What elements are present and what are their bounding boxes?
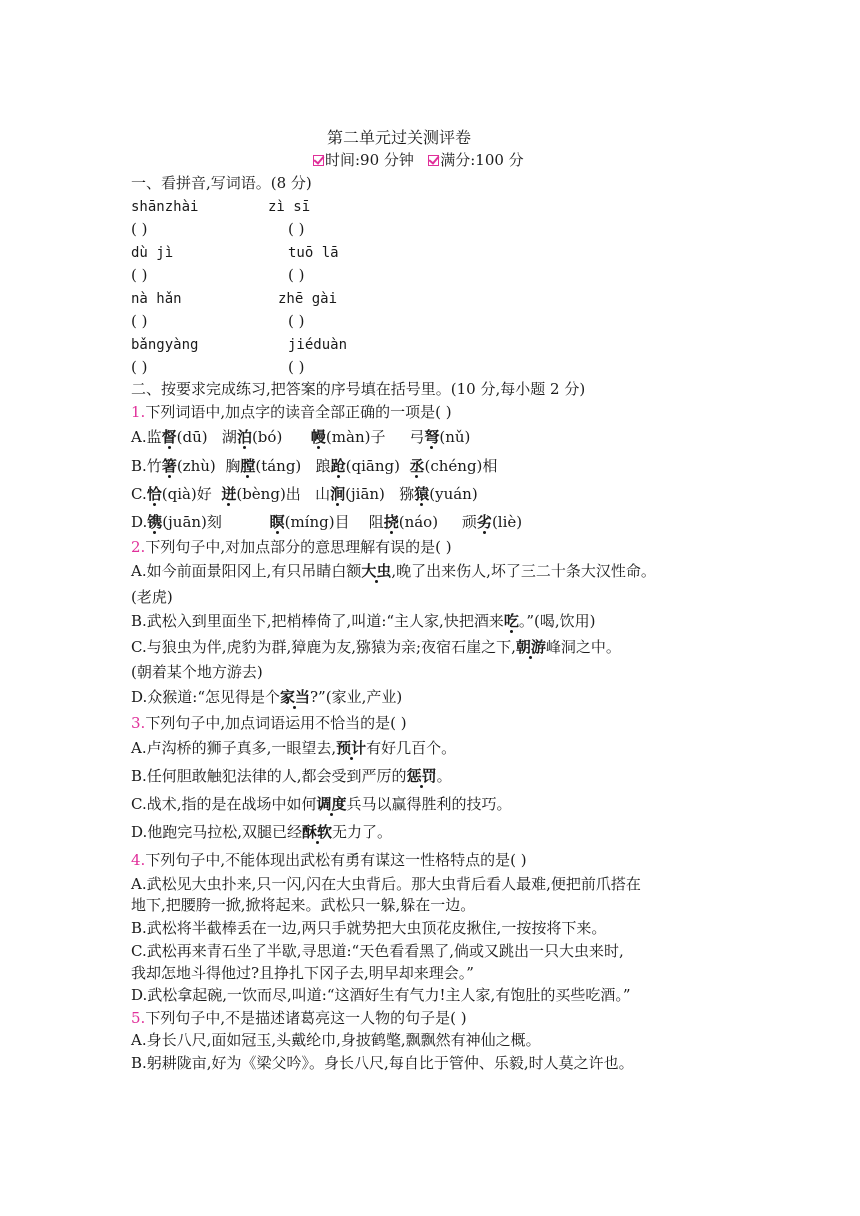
exam-meta	[313, 153, 524, 168]
answer-blank[interactable]: ( )	[288, 266, 305, 284]
option-2d: D.众猴道:“怎见得是个家当?”(家业,产业)	[131, 688, 403, 706]
question-stem: 下列句子中,对加点部分的意思理解有误的是( )	[145, 538, 452, 556]
option-2a: A.如今前面景阳冈上,有只吊睛白额大虫,晚了出来伤人,坏了三二十条大汉性命。	[131, 562, 656, 580]
answer-blank[interactable]: ( )	[131, 266, 148, 284]
option-3c: C.战术,指的是在战场中如何调度兵马以赢得胜利的技巧。	[131, 795, 512, 813]
answer-blank[interactable]: ( )	[131, 312, 148, 330]
question-number: 2.	[131, 538, 146, 556]
question-number: 3.	[131, 714, 146, 732]
option-5b: B.躬耕陇亩,好为《梁父吟》。身长八尺,每自比于管仲、乐毅,时人莫之许也。	[131, 1054, 634, 1072]
pinyin-5: nà hǎn	[131, 291, 182, 307]
question-4	[131, 853, 527, 868]
pinyin-2: zì sī	[268, 199, 311, 215]
option-2c: C.与狼虫为伴,虎豹为群,獐鹿为友,猕猿为亲;夜宿石崖之下,朝游峰洞之中。	[131, 638, 621, 656]
question-1	[131, 405, 452, 420]
option-4b: B.武松将半截棒丢在一边,两只手就势把大虫顶花皮揪住,一按按将下来。	[131, 919, 607, 937]
pinyin-3: dù jì	[131, 245, 174, 261]
pinyin-6: zhē gài	[278, 291, 338, 307]
question-stem: 下列句子中,不是描述诸葛亮这一人物的句子是( )	[145, 1009, 467, 1027]
checkbox-icon	[313, 155, 324, 166]
option-5a: A.身长八尺,面如冠玉,头戴纶巾,身披鹤氅,飘飘然有神仙之概。	[131, 1031, 541, 1049]
option-1a: A.监督(dū) 湖泊(bó) 幔(màn)子 弓弩(nǔ)	[131, 428, 471, 446]
full-score: 满分:100 分	[440, 151, 524, 169]
option-1d: D.镌(juān)刻 瞑(míng)目 阻挠(náo) 顽劣(liè)	[131, 513, 523, 531]
option-3d: D.他跑完马拉松,双腿已经酥软无力了。	[131, 823, 393, 841]
answer-blank[interactable]: ( )	[288, 220, 305, 238]
question-5	[131, 1011, 467, 1026]
answer-blank[interactable]: ( )	[288, 358, 305, 376]
option-3a: A.卢沟桥的狮子真多,一眼望去,预计有好几百个。	[131, 739, 457, 757]
option-2c-note: (朝着某个地方游去)	[131, 663, 263, 681]
option-4a-line2: 地下,把腰胯一掀,掀将起来。武松只一躲,躲在一边。	[131, 896, 476, 914]
question-stem: 下列句子中,不能体现出武松有勇有谋这一性格特点的是( )	[145, 851, 527, 869]
pinyin-7: bǎngyàng	[131, 337, 199, 353]
option-3b: B.任何胆敢触犯法律的人,都会受到严厉的惩罚。	[131, 767, 452, 785]
pinyin-4: tuō lā	[288, 245, 339, 261]
checkbox-icon	[428, 155, 439, 166]
option-1b: B.竹箸(zhù) 胸膛(táng) 踉跄(qiāng) 丞(chéng)相	[131, 457, 498, 475]
option-4c-line1: C.武松再来青石坐了半歇,寻思道:“天色看看黑了,倘或又跳出一只大虫来时,	[131, 942, 624, 960]
page-title: 第二单元过关测评卷	[327, 128, 472, 147]
pinyin-8: jiéduàn	[288, 337, 348, 353]
question-number: 1.	[131, 403, 146, 421]
option-1c: C.恰(qià)好 迸(bèng)出 山涧(jiān) 猕猿(yuán)	[131, 485, 478, 503]
option-4c-line2: 我却怎地斗得他过?且挣扎下冈子去,明早却来理会。”	[131, 964, 474, 982]
option-2b: B.武松入到里面坐下,把梢棒倚了,叫道:“主人家,快把酒来吃。”(喝,饮用)	[131, 612, 596, 630]
question-stem: 下列句子中,加点词语运用不恰当的是( )	[145, 714, 407, 732]
section1-heading: 一、看拼音,写词语。(8 分)	[131, 174, 312, 192]
question-number: 4.	[131, 851, 146, 869]
option-4d: D.武松拿起碗,一饮而尽,叫道:“这酒好生有气力!主人家,有饱肚的买些吃酒。”	[131, 986, 631, 1004]
option-2a-note: (老虎)	[131, 588, 173, 606]
pinyin-1: shānzhài	[131, 199, 199, 215]
question-3	[131, 716, 407, 731]
answer-blank[interactable]: ( )	[288, 312, 305, 330]
section2-heading: 二、按要求完成练习,把答案的序号填在括号里。(10 分,每小题 2 分)	[131, 380, 586, 398]
answer-blank[interactable]: ( )	[131, 220, 148, 238]
question-number: 5.	[131, 1009, 146, 1027]
option-4a-line1: A.武松见大虫扑来,只一闪,闪在大虫背后。那大虫背后看人最难,便把前爪搭在	[131, 875, 641, 893]
question-2	[131, 540, 452, 555]
time-limit: 时间:90 分钟	[325, 151, 414, 169]
question-stem: 下列词语中,加点字的读音全部正确的一项是( )	[145, 403, 452, 421]
answer-blank[interactable]: ( )	[131, 358, 148, 376]
